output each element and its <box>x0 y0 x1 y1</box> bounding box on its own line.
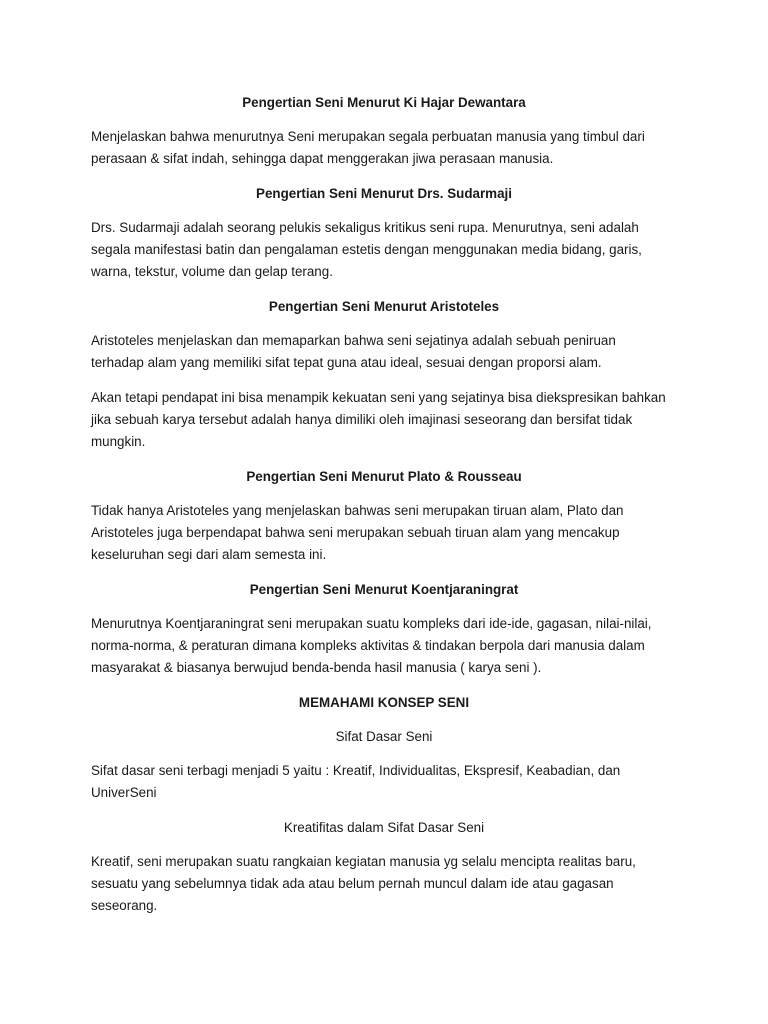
concept-title: MEMAHAMI KONSEP SENI <box>298 695 470 710</box>
paragraph-line: Kreatif, seni merupakan suatu rangkaian kegiatan manusia yg selalu mencipta realitas baru, <box>91 854 636 869</box>
concept-subtitle-sifat-dasar: Sifat Dasar Seni <box>335 729 433 744</box>
section-heading-koentjaraningrat: Pengertian Seni Menurut Koentjaraningrat <box>249 582 519 597</box>
paragraph-line: Aristoteles menjelaskan dan memaparkan bahwa seni sejatinya adalah sebuah peniruan <box>91 333 616 348</box>
section-heading-aristoteles: Pengertian Seni Menurut Aristoteles <box>268 299 500 314</box>
paragraph-line: segala manifestasi batin dan pengalaman estetis dengan menggunakan media bidang, garis, <box>91 242 642 257</box>
section-heading-plato-rousseau: Pengertian Seni Menurut Plato & Rousseau <box>246 469 522 484</box>
concept-subtitle-kreatifitas: Kreatifitas dalam Sifat Dasar Seni <box>283 820 485 835</box>
paragraph-koentjaraningrat <box>91 613 677 679</box>
paragraph-line: Menjelaskan bahwa menurutnya Seni merupakan segala perbuatan manusia yang timbul dari <box>91 129 645 144</box>
paragraph-ki-hajar-dewantara <box>91 126 677 170</box>
paragraph-line: perasaan & sifat indah, sehingga dapat menggerakan jiwa perasaan manusia. <box>91 151 554 166</box>
paragraph-line: Menurutnya Koentjaraningrat seni merupakan suatu kompleks dari ide-ide, gagasan, nilai-nilai, <box>91 616 652 631</box>
paragraph-line: Sifat dasar seni terbagi menjadi 5 yaitu : Kreatif, Individualitas, Ekspresif, Keabadian, dan <box>91 763 621 778</box>
paragraph-aristoteles-2 <box>91 387 677 453</box>
paragraph-line: seseorang. <box>91 898 158 913</box>
section-heading-ki-hajar-dewantara: Pengertian Seni Menurut Ki Hajar Dewantara <box>242 95 526 110</box>
paragraph-sudarmaji <box>91 217 677 283</box>
paragraph-kreatifitas <box>91 851 677 917</box>
paragraph-sifat-dasar <box>91 760 677 804</box>
paragraph-line: norma-norma, & peraturan dimana kompleks aktivitas & tindakan berpola dari manusia dalam <box>91 638 645 653</box>
paragraph-line: warna, tekstur, volume dan gelap terang. <box>91 264 333 279</box>
paragraph-line: Akan tetapi pendapat ini bisa menampik kekuatan seni yang sejatinya bisa diekspresikan bahkan <box>91 390 666 405</box>
paragraph-line: mungkin. <box>91 434 146 449</box>
paragraph-plato-rousseau <box>91 500 677 566</box>
paragraph-line: jika sebuah karya tersebut adalah hanya dimiliki oleh imajinasi seseorang dan bersifat tidak <box>91 412 633 427</box>
paragraph-line: keseluruhan segi dari alam semesta ini. <box>91 547 327 562</box>
paragraph-aristoteles-1 <box>91 330 677 374</box>
paragraph-line: masyarakat & biasanya berwujud benda-benda hasil manusia ( karya seni ). <box>91 660 542 675</box>
paragraph-line: Aristoteles juga berpendapat bahwa seni merupakan sebuah tiruan alam yang mencakup <box>91 525 620 540</box>
paragraph-line: UniverSeni <box>91 785 157 800</box>
paragraph-line: terhadap alam yang memiliki sifat tepat guna atau ideal, sesuai dengan proporsi alam. <box>91 355 602 370</box>
paragraph-line: Drs. Sudarmaji adalah seorang pelukis sekaligus kritikus seni rupa. Menurutnya, seni adalah <box>91 220 639 235</box>
paragraph-line: sesuatu yang sebelumnya tidak ada atau belum pernah muncul dalam ide atau gagasan <box>91 876 614 891</box>
section-heading-sudarmaji: Pengertian Seni Menurut Drs. Sudarmaji <box>256 186 512 201</box>
paragraph-line: Tidak hanya Aristoteles yang menjelaskan bahwas seni merupakan tiruan alam, Plato dan <box>91 503 624 518</box>
